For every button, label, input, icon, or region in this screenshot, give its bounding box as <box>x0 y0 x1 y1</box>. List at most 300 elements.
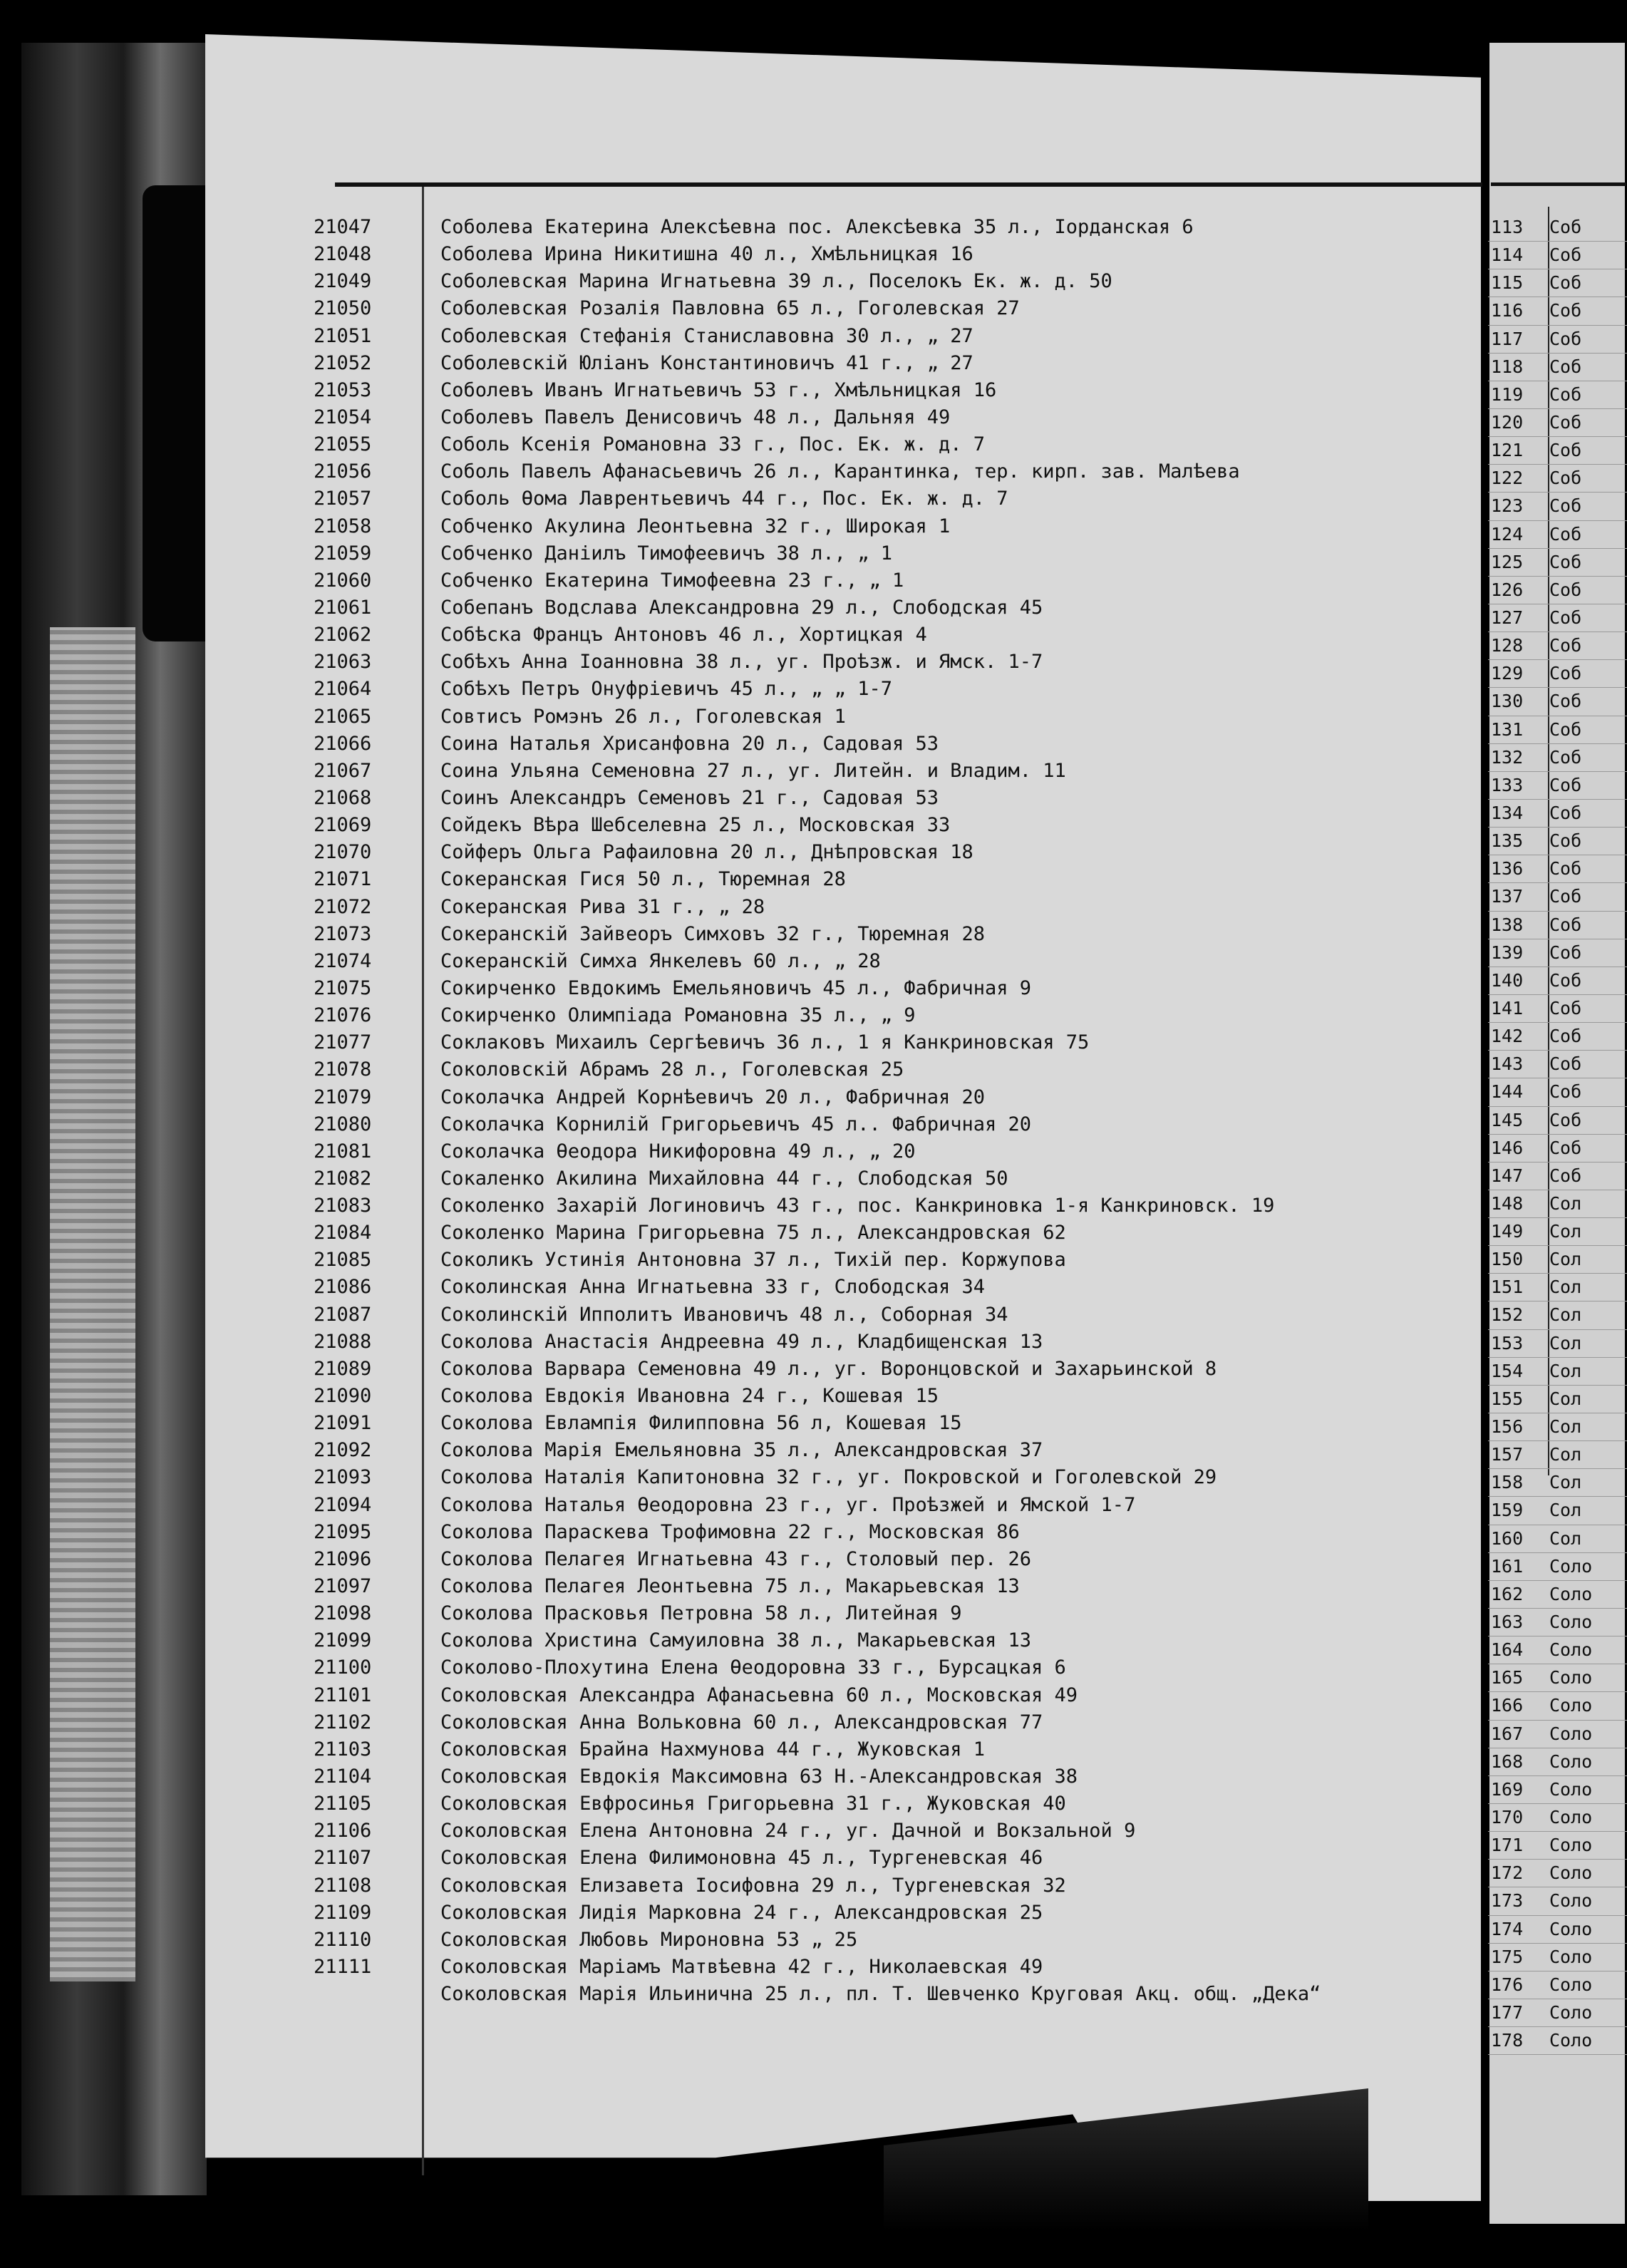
entry-text: Соболева Ирина Никитишна 40 л., Хмѣльницкая 16 <box>440 243 973 266</box>
directory-entry <box>314 948 1482 975</box>
facing-page-entry <box>1488 521 1627 549</box>
directory-entry <box>314 703 1482 731</box>
directory-entry <box>314 1682 1482 1709</box>
facing-entry-name: Соб <box>1549 607 1582 628</box>
directory-entry <box>314 1954 1482 1981</box>
facing-entry-number: 131 <box>1491 718 1524 740</box>
entry-text: Соколовскій Абрамъ 28 л., Гоголевская 25 <box>440 1058 904 1081</box>
facing-page-entry <box>1488 1497 1627 1525</box>
facing-page-entry <box>1488 688 1627 716</box>
entry-text: Соколовская Александра Афанасьевна 60 л., Московская 49 <box>440 1684 1078 1706</box>
facing-entry-name: Соб <box>1549 997 1582 1019</box>
facing-entry-number: 144 <box>1491 1081 1524 1103</box>
facing-page-entry <box>1488 1664 1627 1692</box>
facing-entry-number: 129 <box>1491 663 1524 684</box>
entry-text: Совтисъ Ромэнъ 26 л., Гоголевская 1 <box>440 705 846 728</box>
facing-entry-number: 152 <box>1491 1304 1524 1326</box>
facing-page-entry <box>1488 1107 1627 1135</box>
facing-page-entry <box>1488 1358 1627 1386</box>
facing-entry-name: Соб <box>1549 217 1582 237</box>
facing-page-entry <box>1488 242 1627 269</box>
directory-entry <box>314 1274 1482 1301</box>
facing-entry-number: 166 <box>1491 1695 1524 1716</box>
entry-text: Сойферъ Ольга Рафаиловна 20 л., Днѣпровская 18 <box>440 841 973 864</box>
directory-entry <box>314 1736 1482 1763</box>
entry-text: Сойдекъ Вѣра Шебселевна 25 л., Московская 33 <box>440 814 951 837</box>
directory-entry <box>314 866 1482 893</box>
directory-entry <box>314 1464 1482 1491</box>
facing-entry-number: 128 <box>1491 635 1524 656</box>
facing-entry-name: Сол <box>1549 1527 1582 1549</box>
entry-text: Соколачка Корнилій Григорьевичъ 45 л.. Фабричная 20 <box>440 1113 1032 1135</box>
facing-entry-number: 167 <box>1491 1723 1524 1744</box>
facing-entry-name: Соло <box>1549 2002 1593 2023</box>
entry-number: 21111 <box>314 1956 372 1978</box>
facing-entry-name: Соб <box>1549 468 1582 489</box>
facing-entry-number: 142 <box>1491 1026 1524 1047</box>
entry-number: 21089 <box>314 1357 372 1380</box>
facing-entry-number: 170 <box>1491 1807 1524 1828</box>
entry-text: Соколачка Андрей Корнѣевичъ 20 л., Фабричная 20 <box>440 1086 986 1108</box>
entry-number: 21058 <box>314 515 372 537</box>
facing-page-entry <box>1488 1441 1627 1469</box>
facing-entry-name: Сол <box>1549 1500 1582 1521</box>
entry-text: Соболь Павелъ Афанасьевичъ 26 л., Карантинка, тер. кирп. зав. Малѣева <box>440 460 1240 483</box>
entry-number: 21059 <box>314 542 372 565</box>
facing-entry-number: 113 <box>1491 217 1524 237</box>
entry-text: Сокеранскій Симха Янкелевъ 60 л., „ 28 <box>440 949 881 972</box>
facing-entry-name: Соб <box>1549 969 1582 991</box>
facing-page-entry <box>1488 1887 1627 1915</box>
directory-entry <box>314 431 1482 458</box>
entry-text: Соколова Прасковья Петровна 58 л., Литейная 9 <box>440 1602 962 1625</box>
directory-entry <box>314 241 1482 268</box>
facing-page-entry <box>1488 1776 1627 1804</box>
facing-entry-number: 136 <box>1491 858 1524 880</box>
directory-entry <box>314 1410 1482 1437</box>
facing-entry-name: Соб <box>1549 551 1582 572</box>
facing-entry-name: Сол <box>1549 1444 1582 1465</box>
facing-page-entry <box>1488 1748 1627 1776</box>
entry-number: 21080 <box>314 1113 372 1135</box>
facing-entry-name: Сол <box>1549 1277 1582 1298</box>
directory-entry <box>314 404 1482 431</box>
entry-number: 21108 <box>314 1874 372 1897</box>
facing-entry-name: Соло <box>1549 2030 1593 2051</box>
entry-number: 21083 <box>314 1195 372 1217</box>
facing-entry-name: Соб <box>1549 272 1582 294</box>
entry-number: 21064 <box>314 678 372 701</box>
facing-page-entry <box>1488 1330 1627 1358</box>
directory-entry <box>314 1519 1482 1546</box>
entry-text: Соколовская Елена Филимоновна 45 л., Тургеневская 46 <box>440 1847 1043 1870</box>
directory-entry <box>314 350 1482 377</box>
facing-page-entry <box>1488 1609 1627 1636</box>
directory-entry <box>314 1029 1482 1056</box>
facing-page-entry <box>1488 1386 1627 1413</box>
entry-text: Соколовская Евфросинья Григорьевна 31 г., Жуковская 40 <box>440 1793 1066 1815</box>
facing-entry-name: Соб <box>1549 942 1582 963</box>
entry-text: Соболевская Розалія Павловна 65 л., Гоголевская 27 <box>440 297 1020 320</box>
directory-entry <box>314 1900 1482 1927</box>
facing-entry-number: 141 <box>1491 997 1524 1019</box>
directory-entry <box>314 1056 1482 1083</box>
facing-entry-number: 150 <box>1491 1249 1524 1270</box>
facing-entry-name: Соло <box>1549 1667 1593 1689</box>
directory-entry <box>314 812 1482 839</box>
directory-entry <box>314 567 1482 594</box>
facing-entry-name: Соло <box>1549 1639 1593 1661</box>
entry-number: 21110 <box>314 1928 372 1951</box>
facing-entry-number: 175 <box>1491 1946 1524 1967</box>
facing-page-entry <box>1488 800 1627 828</box>
entry-number: 21066 <box>314 732 372 755</box>
directory-entry <box>314 1437 1482 1464</box>
facing-entry-number: 139 <box>1491 942 1524 963</box>
entry-text: Соина Наталья Хрисанфовна 20 л., Садовая 53 <box>440 732 939 755</box>
facing-page-entry <box>1488 1581 1627 1609</box>
directory-entry <box>314 894 1482 921</box>
entry-text: Соболевская Стефанія Станиславовна 30 л., „ 27 <box>440 324 973 347</box>
facing-entry-name: Соб <box>1549 383 1582 405</box>
entry-text: Собченко Екатерина Тимофеевна 23 г., „ 1 <box>440 569 904 592</box>
facing-entry-name: Соб <box>1549 356 1582 377</box>
entry-number: 21075 <box>314 976 372 999</box>
facing-page-entry <box>1488 1860 1627 1887</box>
facing-entry-number: 154 <box>1491 1360 1524 1381</box>
facing-page-entry <box>1488 1721 1627 1748</box>
directory-entry <box>314 649 1482 676</box>
facing-entry-name: Соб <box>1549 663 1582 684</box>
facing-entry-name: Соб <box>1549 523 1582 545</box>
facing-entry-number: 157 <box>1491 1444 1524 1465</box>
facing-page-entry <box>1488 381 1627 409</box>
entry-number: 21072 <box>314 895 372 918</box>
facing-entry-name: Соб <box>1549 328 1582 349</box>
entry-text: Соколикъ Устинія Антоновна 37 л., Тихій пер. Коржупова <box>440 1249 1066 1272</box>
directory-entries <box>314 214 1482 2008</box>
facing-page-entry <box>1488 214 1627 242</box>
directory-entry <box>314 1709 1482 1736</box>
entry-text: Соколова Анастасія Андреевна 49 л., Кладбищенская 13 <box>440 1330 1043 1353</box>
entry-number: 21068 <box>314 786 372 809</box>
facing-page-entry <box>1488 326 1627 354</box>
facing-entry-number: 165 <box>1491 1667 1524 1689</box>
facing-entry-name: Соб <box>1549 1165 1582 1186</box>
facing-entry-number: 161 <box>1491 1555 1524 1577</box>
facing-entry-name: Сол <box>1549 1249 1582 1270</box>
facing-entry-name: Соб <box>1549 830 1582 852</box>
entry-number: 21051 <box>314 324 372 347</box>
entry-number: 21096 <box>314 1547 372 1570</box>
facing-entry-name: Соб <box>1549 300 1582 321</box>
facing-entry-name: Соло <box>1549 1555 1593 1577</box>
entry-text: Соколова Параскева Трофимовна 22 г., Московская 86 <box>440 1520 1020 1543</box>
entry-text: Соболева Екатерина Алексѣевна пос. Алексѣевка 35 л., Іорданская 6 <box>440 216 1194 238</box>
entry-number: 21047 <box>314 216 372 238</box>
directory-entry <box>314 676 1482 703</box>
facing-page-entry <box>1488 269 1627 297</box>
entry-text: Сокаленко Акилина Михайловна 44 г., Слободская 50 <box>440 1167 1008 1190</box>
entry-text: Соколовская Брайна Нахмунова 44 г., Жуковская 1 <box>440 1738 986 1761</box>
facing-entry-number: 160 <box>1491 1527 1524 1549</box>
facing-entry-name: Соб <box>1549 914 1582 935</box>
facing-page-entry <box>1488 1301 1627 1329</box>
entry-number: 21078 <box>314 1058 372 1081</box>
entry-number: 21062 <box>314 624 372 646</box>
entry-text: Сокирченко Евдокимъ Емельяновичъ 45 л., Фабричная 9 <box>440 976 1032 999</box>
facing-page-entry <box>1488 1525 1627 1553</box>
directory-entry <box>314 622 1482 649</box>
directory-entry <box>314 1763 1482 1790</box>
facing-entry-number: 125 <box>1491 551 1524 572</box>
directory-entry <box>314 1600 1482 1627</box>
entry-number: 21055 <box>314 433 372 456</box>
directory-entry <box>314 785 1482 812</box>
directory-entry <box>314 1872 1482 1900</box>
facing-page-entry <box>1488 1051 1627 1078</box>
facing-entry-name: Соб <box>1549 691 1582 712</box>
facing-page-entry <box>1488 1218 1627 1246</box>
facing-entry-name: Соб <box>1549 635 1582 656</box>
facing-page-entry <box>1488 716 1627 744</box>
entry-number: 21095 <box>314 1520 372 1543</box>
entry-number: 21082 <box>314 1167 372 1190</box>
directory-entry <box>314 1301 1482 1329</box>
facing-entry-number: 119 <box>1491 383 1524 405</box>
facing-entry-name: Соло <box>1549 1918 1593 1939</box>
facing-page-entry <box>1488 660 1627 688</box>
facing-entry-name: Соб <box>1549 1137 1582 1158</box>
entry-text: Соколова Христина Самуиловна 38 л., Макарьевская 13 <box>440 1629 1032 1652</box>
facing-page-entry <box>1488 1553 1627 1581</box>
facing-page-entry <box>1488 1135 1627 1163</box>
facing-entry-name: Соб <box>1549 718 1582 740</box>
facing-entry-number: 156 <box>1491 1416 1524 1438</box>
facing-page-entry <box>1488 1832 1627 1860</box>
entry-number: 21109 <box>314 1901 372 1924</box>
facing-entry-number: 126 <box>1491 579 1524 600</box>
facing-entry-number: 177 <box>1491 2002 1524 2023</box>
facing-entry-number: 176 <box>1491 1974 1524 1995</box>
facing-entry-name: Сол <box>1549 1360 1582 1381</box>
directory-entry <box>314 1546 1482 1573</box>
facing-entry-number: 162 <box>1491 1583 1524 1604</box>
facing-entry-name: Сол <box>1549 1388 1582 1409</box>
entry-text: Соколинская Анна Игнатьевна 33 г, Слободская 34 <box>440 1276 986 1299</box>
facing-page-entry <box>1488 967 1627 995</box>
entry-text: Соколовская Любовь Мироновна 53 „ 25 <box>440 1928 858 1951</box>
facing-entry-number: 159 <box>1491 1500 1524 1521</box>
facing-entry-number: 151 <box>1491 1277 1524 1298</box>
directory-entry <box>314 1654 1482 1681</box>
entry-text: Собѣхъ Петръ Онуфріевичъ 45 л., „ „ 1-7 <box>440 678 892 701</box>
top-rule <box>335 182 1482 187</box>
facing-entry-name: Сол <box>1549 1332 1582 1354</box>
entry-number: 21092 <box>314 1439 372 1462</box>
facing-entry-number: 118 <box>1491 356 1524 377</box>
facing-page-entry <box>1488 1636 1627 1664</box>
entry-number: 21053 <box>314 378 372 401</box>
entry-number: 21052 <box>314 351 372 374</box>
directory-entry <box>314 1627 1482 1654</box>
facing-entry-number: 124 <box>1491 523 1524 545</box>
entry-text: Собѣхъ Анна Іоанновна 38 л., уг. Проѣзж. и Ямск. 1-7 <box>440 651 1043 674</box>
facing-entry-number: 120 <box>1491 411 1524 433</box>
facing-page-entry <box>1488 549 1627 577</box>
facing-entry-number: 133 <box>1491 774 1524 795</box>
entry-text: Собѣска Францъ Антоновъ 46 л., Хортицкая 4 <box>440 624 927 646</box>
entry-number: 21106 <box>314 1820 372 1842</box>
entry-number: 21076 <box>314 1004 372 1027</box>
facing-entry-name: Соб <box>1549 802 1582 823</box>
entry-text: Соболевская Марина Игнатьевна 39 л., Поселокъ Ек. ж. д. 50 <box>440 270 1112 293</box>
entry-text: Сокирченко Олимпіада Романовна 35 л., „ 9 <box>440 1004 916 1027</box>
directory-entry <box>314 975 1482 1002</box>
facing-entry-name: Соб <box>1549 495 1582 517</box>
facing-entry-number: 127 <box>1491 607 1524 628</box>
entry-number: 21104 <box>314 1766 372 1788</box>
facing-page-entry <box>1488 883 1627 911</box>
entry-text: Соколова Марія Емельяновна 35 л., Александровская 37 <box>440 1439 1043 1462</box>
facing-entry-name: Соб <box>1549 440 1582 461</box>
facing-page-entry <box>1488 493 1627 520</box>
facing-entry-number: 116 <box>1491 300 1524 321</box>
entry-text: Соколовская Евдокія Максимовна 63 Н.-Александровская 38 <box>440 1766 1078 1788</box>
facing-entry-name: Соло <box>1549 1974 1593 1995</box>
entry-number: 21085 <box>314 1249 372 1272</box>
entry-number: 21057 <box>314 488 372 510</box>
entry-number: 21087 <box>314 1303 372 1326</box>
entry-number: 21067 <box>314 759 372 782</box>
entry-text: Соколенко Марина Григорьевна 75 л., Александровская 62 <box>440 1222 1066 1244</box>
facing-entry-name: Соло <box>1549 1751 1593 1772</box>
directory-entry <box>314 268 1482 295</box>
facing-page-entry <box>1488 1944 1627 1971</box>
facing-page-entry <box>1488 409 1627 437</box>
facing-entry-name: Соб <box>1549 411 1582 433</box>
directory-entry <box>314 540 1482 567</box>
facing-entry-name: Соло <box>1549 1890 1593 1912</box>
directory-entry <box>314 1492 1482 1519</box>
entry-number: 21097 <box>314 1575 372 1598</box>
facing-page-entry <box>1488 744 1627 772</box>
entry-text: Соколенко Захарій Логиновичъ 43 г., пос. Канкриновка 1-я Канкриновск. 19 <box>440 1195 1275 1217</box>
facing-entry-number: 132 <box>1491 746 1524 768</box>
facing-entry-name: Соло <box>1549 1695 1593 1716</box>
facing-entry-number: 164 <box>1491 1639 1524 1661</box>
entry-number: 21048 <box>314 243 372 266</box>
facing-entry-number: 115 <box>1491 272 1524 294</box>
entry-text: Сокеранскій Зайвеоръ Симховъ 32 г., Тюремная 28 <box>440 922 986 945</box>
facing-entry-name: Соло <box>1549 1723 1593 1744</box>
directory-entry <box>314 1247 1482 1274</box>
entry-text: Соколова Варвара Семеновна 49 л., уг. Воронцовской и Захарьинской 8 <box>440 1357 1217 1380</box>
directory-entry <box>314 1845 1482 1872</box>
facing-page-entry <box>1488 1413 1627 1441</box>
facing-page-entry <box>1488 577 1627 604</box>
entry-text: Собепанъ Водслава Александровна 29 л., Слободская 45 <box>440 596 1043 619</box>
facing-entry-number: 122 <box>1491 468 1524 489</box>
directory-entry <box>314 1818 1482 1845</box>
facing-page-entry <box>1488 1971 1627 1999</box>
facing-entry-name: Сол <box>1549 1416 1582 1438</box>
directory-entry <box>314 1002 1482 1029</box>
facing-entry-number: 158 <box>1491 1472 1524 1493</box>
entry-number: 21103 <box>314 1738 372 1761</box>
facing-entry-name: Соло <box>1549 1807 1593 1828</box>
facing-entry-number: 145 <box>1491 1109 1524 1130</box>
entry-number: 21069 <box>314 814 372 837</box>
facing-entry-number: 138 <box>1491 914 1524 935</box>
facing-page-entry <box>1488 1190 1627 1218</box>
facing-entry-name: Соб <box>1549 1081 1582 1103</box>
entry-text: Соболевскій Юліанъ Константиновичъ 41 г., „ 27 <box>440 351 973 374</box>
entry-number: 21105 <box>314 1793 372 1815</box>
facing-page-entry <box>1488 2027 1627 2055</box>
facing-entry-name: Сол <box>1549 1472 1582 1493</box>
facing-page-entry <box>1488 1274 1627 1301</box>
directory-entry <box>314 513 1482 540</box>
facing-page-entry <box>1488 465 1627 493</box>
directory-entry <box>314 1981 1482 2008</box>
facing-page-entry <box>1488 1078 1627 1106</box>
facing-entry-name: Соло <box>1549 1583 1593 1604</box>
facing-page-entry <box>1488 912 1627 939</box>
facing-entry-number: 123 <box>1491 495 1524 517</box>
entry-number: 21071 <box>314 868 372 891</box>
directory-entry <box>314 1383 1482 1410</box>
entry-number: 21056 <box>314 460 372 483</box>
facing-entry-number: 173 <box>1491 1890 1524 1912</box>
facing-page-entry <box>1488 604 1627 632</box>
facing-page-rule <box>1491 182 1626 186</box>
facing-entry-name: Соло <box>1549 1835 1593 1856</box>
facing-entry-name: Соб <box>1549 1026 1582 1047</box>
entry-number: 21091 <box>314 1412 372 1435</box>
entry-text: Соколовская Елена Антоновна 24 г., уг. Дачной и Вокзальной 9 <box>440 1820 1136 1842</box>
entry-number: 21074 <box>314 949 372 972</box>
entry-number: 21061 <box>314 596 372 619</box>
facing-entry-number: 171 <box>1491 1835 1524 1856</box>
entry-number: 21099 <box>314 1629 372 1652</box>
entry-text: Соколова Евдокія Ивановна 24 г., Кошевая 15 <box>440 1385 939 1408</box>
facing-entry-name: Сол <box>1549 1192 1582 1214</box>
facing-entry-number: 137 <box>1491 886 1524 907</box>
directory-entry <box>314 485 1482 512</box>
entry-text: Соинъ Александръ Семеновъ 21 г., Садовая 53 <box>440 786 939 809</box>
facing-entry-number: 174 <box>1491 1918 1524 1939</box>
entry-number: 21102 <box>314 1711 372 1733</box>
facing-page-entry <box>1488 1163 1627 1190</box>
entry-text: Соболь Ѳома Лаврентьевичъ 44 г., Пос. Ек. ж. д. 7 <box>440 488 1008 510</box>
binding-paper-strip <box>50 627 135 1981</box>
entry-number: 21077 <box>314 1031 372 1054</box>
directory-entry <box>314 1790 1482 1818</box>
facing-page-entry <box>1488 1692 1627 1720</box>
entry-text: Сокеранская Гися 50 л., Тюремная 28 <box>440 868 846 891</box>
entry-text: Соболь Ксенія Романовна 33 г., Пос. Ек. ж. д. 7 <box>440 433 986 456</box>
entry-text: Соколова Наталія Капитоновна 32 г., уг. Покровской и Гоголевской 29 <box>440 1466 1217 1489</box>
entry-number: 21049 <box>314 270 372 293</box>
facing-page-entry <box>1488 297 1627 325</box>
facing-page-entry <box>1488 1469 1627 1497</box>
facing-entry-number: 121 <box>1491 440 1524 461</box>
entry-text: Собченко Даніилъ Тимофеевичъ 38 л., „ 1 <box>440 542 892 565</box>
directory-entry <box>314 458 1482 485</box>
facing-page-entry <box>1488 828 1627 855</box>
facing-entry-name: Соб <box>1549 858 1582 880</box>
